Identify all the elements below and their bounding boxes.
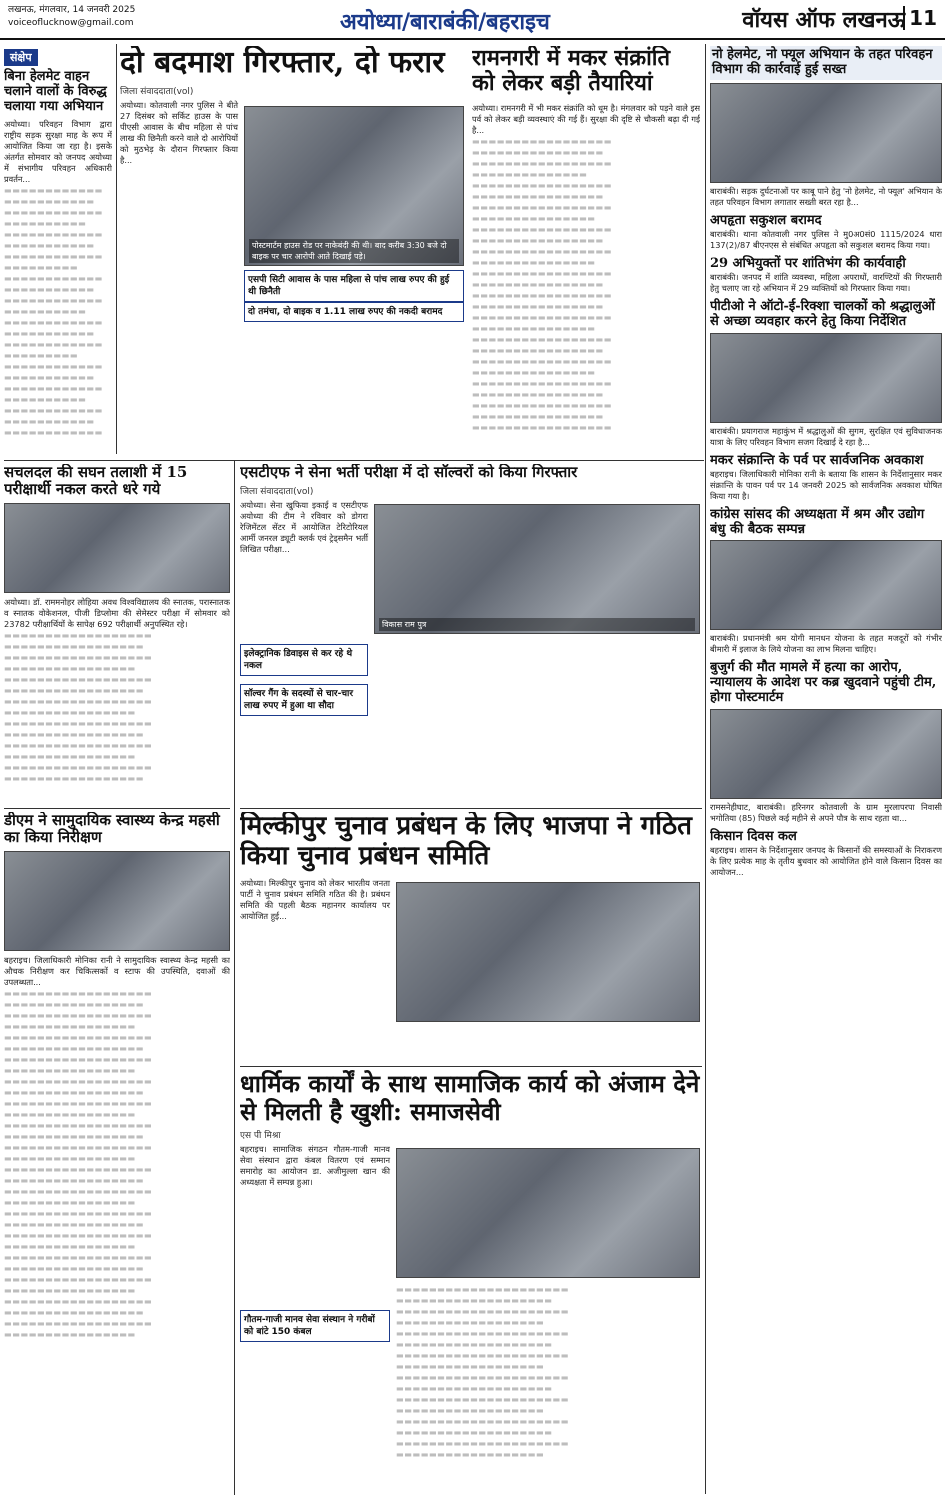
sachaldal-photo bbox=[4, 503, 230, 593]
row-rule bbox=[240, 808, 702, 809]
stf-callout-2 bbox=[240, 684, 368, 716]
date-line: लखनऊ, मंगलवार, 14 जनवरी 2025 bbox=[8, 5, 136, 15]
avkash-lead: बहराइच। जिलाधिकारी मोनिका रानी के बताया कि शासन के निर्देशानुसार मकर संक्रान्ति के पावन पर्व पर 14 जनवरी 2025 को सार्वजनिक अवकाश घोषित किया गया है। bbox=[710, 468, 942, 501]
cmo-lead: बहराइच। जिलाधिकारी मोनिका रानी ने सामुदायिक स्वास्थ्य केन्द्र महसी का औचक निरीक्षण कर चिकित्सकों व स्टाफ की उपस्थिति, दवाओं की उपलब्धता... bbox=[4, 954, 230, 987]
sankshep-lead: अयोध्या। परिवहन विभाग द्वारा राष्ट्रीय सड़क सुरक्षा माह के रूप में आयोजित किया जा रहा है। इसके अंतर्गत सोमवार को जनपद अयोध्या में संभागीय परिवहन अधिकारी प्रवर्तन... bbox=[4, 118, 112, 184]
abhiyukt-headline: 29 अभियुक्तों पर शांतिभंग की कार्यवाही bbox=[710, 255, 906, 271]
body-text-filler: ▬▬▬▬▬▬▬▬▬▬▬▬▬▬▬▬▬▬ ▬▬▬▬▬▬▬▬▬▬▬▬▬▬▬▬▬ ▬▬▬▬▬▬▬▬▬▬▬▬▬▬▬▬▬▬ ▬▬▬▬▬▬▬▬▬▬▬▬▬▬▬▬ ▬▬▬▬▬▬▬▬▬▬▬▬▬▬▬▬▬▬ ▬▬▬▬▬▬▬▬▬▬▬▬▬▬▬▬▬ ▬▬▬▬▬▬▬▬▬▬▬▬▬▬▬▬▬▬ ▬▬▬▬▬▬▬▬▬▬▬▬▬▬▬▬ ▬▬▬▬▬▬▬▬▬▬▬▬▬▬▬▬▬▬ ▬▬▬▬▬▬▬▬▬▬▬▬▬▬▬▬▬ ▬▬▬▬▬▬▬▬▬▬▬▬▬▬▬▬▬▬ ▬▬▬▬▬▬▬▬▬▬▬▬▬▬▬▬ ▬▬▬▬▬▬▬▬▬▬▬▬▬▬▬▬▬▬ ▬▬▬▬▬▬▬▬▬▬▬▬▬▬▬▬▬ bbox=[4, 629, 153, 783]
kidnap-lead: बाराबंकी। थाना कोतवाली नगर पुलिस ने मु0अ0सं0 1115/2024 धारा 137(2)/87 बीएनएस से संबंधित अपहृता को सकुशल बरामद किया गया। bbox=[710, 228, 942, 250]
sachaldal-story bbox=[4, 464, 230, 804]
dharmik-photo bbox=[396, 1148, 700, 1278]
sachaldal-lead: अयोध्या। डॉ. राममनोहर लोहिया अवध विश्वविद्यालय की स्नातक, परास्नातक व स्नातक वोकेशनल, पीजी डिप्लोमा की सेमेस्टर परीक्षा में सोमवार को 23782 परीक्षार्थियों के सापेक्ष 692 परीक्षार्थी अनुपस्थित रहे। bbox=[4, 596, 230, 629]
stf-lead: अयोध्या। सेना खुफिया इकाई व एसटीएफ अयोध्या की टीम ने रविवार को डोगरा रेजिमेंटल सेंटर में आयोजित टेरिटोरियल आर्मी जनरल ड्यूटी क्लर्क एवं ट्रेड्समैन भर्ती लिखित परीक्षा... bbox=[240, 500, 368, 555]
stf-byline: जिला संवाददाता(vol) bbox=[240, 487, 314, 498]
body-text-filler: ▬▬▬▬▬▬▬▬▬▬▬▬▬▬▬▬▬ ▬▬▬▬▬▬▬▬▬▬▬▬▬▬▬▬ ▬▬▬▬▬▬▬▬▬▬▬▬▬▬▬▬▬ ▬▬▬▬▬▬▬▬▬▬▬▬▬▬ ▬▬▬▬▬▬▬▬▬▬▬▬▬▬▬▬▬ ▬▬▬▬▬▬▬▬▬▬▬▬▬▬▬▬ ▬▬▬▬▬▬▬▬▬▬▬▬▬▬▬▬▬ ▬▬▬▬▬▬▬▬▬▬▬▬▬▬▬ ▬▬▬▬▬▬▬▬▬▬▬▬▬▬▬▬▬ ▬▬▬▬▬▬▬▬▬▬▬▬▬▬▬▬ ▬▬▬▬▬▬▬▬▬▬▬▬▬▬▬▬▬ ▬▬▬▬▬▬▬▬▬▬▬▬▬▬▬ ▬▬▬▬▬▬▬▬▬▬▬▬▬▬▬▬▬ ▬▬▬▬▬▬▬▬▬▬▬▬▬▬▬▬ ▬▬▬▬▬▬▬▬▬▬▬▬▬▬▬▬▬ ▬▬▬▬▬▬▬▬▬▬▬▬▬▬▬▬ ▬▬▬▬▬▬▬▬▬▬▬▬▬▬▬▬▬ ▬▬▬▬▬▬▬▬▬▬▬▬▬▬▬ ▬▬▬▬▬▬▬▬▬▬▬▬▬▬▬▬▬ ▬▬▬▬▬▬▬▬▬▬▬▬▬▬▬▬ ▬▬▬▬▬▬▬▬▬▬▬▬▬▬▬▬▬ ▬▬▬▬▬▬▬▬▬▬▬▬▬▬▬ ▬▬▬▬▬▬▬▬▬▬▬▬▬▬▬▬▬ ▬▬▬▬▬▬▬▬▬▬▬▬▬▬▬▬ ▬▬▬▬▬▬▬▬▬▬▬▬▬▬▬▬▬ ▬▬▬▬▬▬▬▬▬▬▬▬▬▬▬▬ ▬▬▬▬▬▬▬▬▬▬▬▬▬▬▬▬▬ bbox=[472, 135, 613, 432]
column-rule bbox=[116, 44, 117, 454]
helmet-headline: नो हेलमेट, नो फ्यूल अभियान के तहत परिवहन विभाग की कार्रवाई हुई सख्त bbox=[710, 46, 942, 80]
congress-photo bbox=[710, 540, 942, 630]
milkipur-photo bbox=[396, 882, 700, 1022]
row-rule bbox=[4, 460, 704, 461]
arrest-callout-1 bbox=[244, 270, 464, 302]
congress-headline: कांग्रेस सांसद की अध्यक्षता में श्रम और उद्योग बंधु की बैठक सम्पन्न bbox=[710, 506, 925, 537]
murder-photo bbox=[710, 709, 942, 799]
stf-callout-1-text: इलेक्ट्रानिक डिवाइस से कर रहे थे नकल bbox=[244, 649, 353, 671]
helmet-photo bbox=[710, 83, 942, 183]
dharmik-callout bbox=[240, 1310, 390, 1342]
makar-lead: अयोध्या। रामनगरी में भी मकर संक्रांति को धूम है। मंगलवार को पड़ने वाले इस पर्व को लेकर बड़ी व्यवस्थाएं की गई हैं। सुरक्षा की दृष्टि से चौकसी बढ़ा दी गई है... bbox=[472, 102, 700, 135]
stf-story bbox=[240, 464, 702, 804]
arrest-callout-2-text: दो तमंचा, दो बाइक व 1.11 लाख रुपए की नकदी बरामद bbox=[248, 307, 443, 317]
pto-photo bbox=[710, 333, 942, 423]
murder-headline: बुजुर्ग की मौत मामले में हत्या का आरोप, न्यायालय के आदेश पर कब्र खुदवाने पहुंची टीम, होगा पोस्टमार्टम bbox=[710, 660, 937, 706]
section-title: अयोध्या/बाराबंकी/बहराइच bbox=[340, 9, 550, 35]
row-rule bbox=[240, 1066, 702, 1067]
dharmik-callout-text: गौतम-गाजी मानव सेवा संस्थान ने गरीबों को बांटे 150 कंबल bbox=[244, 1315, 375, 1337]
kisan-lead: बहराइच। शासन के निर्देशानुसार जनपद के किसानों की समस्याओं के निराकरण के लिए प्रत्येक माह के तृतीय बुधवार को आयोजित होने वाले किसान दिवस का आयोजन... bbox=[710, 845, 942, 878]
pto-lead: बाराबंकी। प्रयागराज महाकुंभ में श्रद्धालुओं की सुगम, सुरक्षित एवं सुविधाजनक यात्रा के लिए परिवहन विभाग सजग दिखाई दे रहा है... bbox=[710, 425, 942, 447]
column-rule bbox=[705, 44, 706, 1494]
congress-lead: बाराबंकी। प्रधानमंत्री श्रम योगी मानधन योजना के तहत मजदूरों को गंभीर बीमारी में इलाज के लिये योजना का लाभ मिलना चाहिए। bbox=[710, 633, 942, 655]
arrest-callout-2 bbox=[244, 302, 464, 322]
kidnap-headline: अपहृता सकुशल बरामद bbox=[710, 212, 822, 228]
sankshep-headline: बिना हेलमेट वाहन चलाने वालों के विरुद्ध चलाया गया अभियान bbox=[4, 69, 107, 114]
cmo-photo bbox=[4, 851, 230, 951]
stf-photo-label: विकास राम पुत्र bbox=[379, 618, 695, 631]
milkipur-story bbox=[240, 812, 702, 1062]
row-rule bbox=[4, 808, 230, 809]
stf-headline: एसटीएफ ने सेना भर्ती परीक्षा में दो सॉल्वरों को किया गिरफ्तार bbox=[240, 464, 578, 481]
paper-name: वॉयस ऑफ लखनऊ bbox=[742, 7, 905, 33]
arrest-photo bbox=[244, 106, 464, 266]
sankshep-tag: संक्षेप bbox=[4, 49, 38, 66]
stf-photo bbox=[374, 504, 700, 634]
sachaldal-headline: सचलदल की सघन तलाशी में 15 परीक्षार्थी नकल करते धरे गये bbox=[4, 464, 188, 499]
body-text-filler: ▬▬▬▬▬▬▬▬▬▬▬▬ ▬▬▬▬▬▬▬▬▬▬▬ ▬▬▬▬▬▬▬▬▬▬▬▬ ▬▬▬▬▬▬▬▬▬▬ ▬▬▬▬▬▬▬▬▬▬▬▬ ▬▬▬▬▬▬▬▬▬▬▬ ▬▬▬▬▬▬▬▬▬▬▬▬ ▬▬▬▬▬▬▬▬▬ ▬▬▬▬▬▬▬▬▬▬▬▬ ▬▬▬▬▬▬▬▬▬▬▬ ▬▬▬▬▬▬▬▬▬▬▬▬ ▬▬▬▬▬▬▬▬▬▬ ▬▬▬▬▬▬▬▬▬▬▬▬ ▬▬▬▬▬▬▬▬▬▬▬ ▬▬▬▬▬▬▬▬▬▬▬▬ ▬▬▬▬▬▬▬▬▬ ▬▬▬▬▬▬▬▬▬▬▬▬ ▬▬▬▬▬▬▬▬▬▬▬ ▬▬▬▬▬▬▬▬▬▬▬▬ ▬▬▬▬▬▬▬▬▬▬ ▬▬▬▬▬▬▬▬▬▬▬▬ ▬▬▬▬▬▬▬▬▬▬▬ ▬▬▬▬▬▬▬▬▬▬▬▬ bbox=[4, 184, 103, 437]
cmo-story bbox=[4, 812, 230, 1496]
page-number: 11 bbox=[903, 6, 937, 30]
dharmik-lead: बहराइच। सामाजिक संगठन गौतम-गाजी मानव सेवा संस्थान द्वारा कंबल वितरण एवं सम्मान समारोह का आयोजन डा. अजीमुल्ला खान की अध्यक्षता में सम्पन्न हुआ। bbox=[240, 1144, 390, 1188]
masthead bbox=[0, 0, 945, 40]
stf-callout-1 bbox=[240, 644, 368, 676]
milkipur-lead: अयोध्या। मिल्कीपुर चुनाव को लेकर भारतीय जनता पार्टी ने चुनाव प्रबंधन समिति गठित की है। प्रबंधन समिति की पहली बैठक महानगर कार्यालय पर आयोजित हुई... bbox=[240, 877, 390, 921]
makar-headline: रामनगरी में मकर संक्रांति को लेकर बड़ी तैयारियां bbox=[472, 46, 671, 97]
arrest-photo-caption: पोस्टमार्टम हाउस रोड पर नाकेबंदी की थी। बाद करीब 3:30 बजे दो बाइक पर चार आरोपी आते दिखाई पड़े। bbox=[249, 239, 459, 263]
dharmik-story bbox=[240, 1070, 702, 1496]
body-text-filler: ▬▬▬▬▬▬▬▬▬▬▬▬▬▬▬▬▬▬ ▬▬▬▬▬▬▬▬▬▬▬▬▬▬▬▬▬ ▬▬▬▬▬▬▬▬▬▬▬▬▬▬▬▬▬▬ ▬▬▬▬▬▬▬▬▬▬▬▬▬▬▬▬ ▬▬▬▬▬▬▬▬▬▬▬▬▬▬▬▬▬▬ ▬▬▬▬▬▬▬▬▬▬▬▬▬▬▬▬▬ ▬▬▬▬▬▬▬▬▬▬▬▬▬▬▬▬▬▬ ▬▬▬▬▬▬▬▬▬▬▬▬▬▬▬▬ ▬▬▬▬▬▬▬▬▬▬▬▬▬▬▬▬▬▬ ▬▬▬▬▬▬▬▬▬▬▬▬▬▬▬▬▬ ▬▬▬▬▬▬▬▬▬▬▬▬▬▬▬▬▬▬ ▬▬▬▬▬▬▬▬▬▬▬▬▬▬▬▬ ▬▬▬▬▬▬▬▬▬▬▬▬▬▬▬▬▬▬ ▬▬▬▬▬▬▬▬▬▬▬▬▬▬▬▬▬ ▬▬▬▬▬▬▬▬▬▬▬▬▬▬▬▬▬▬ ▬▬▬▬▬▬▬▬▬▬▬▬▬▬▬▬ ▬▬▬▬▬▬▬▬▬▬▬▬▬▬▬▬▬▬ ▬▬▬▬▬▬▬▬▬▬▬▬▬▬▬▬▬ ▬▬▬▬▬▬▬▬▬▬▬▬▬▬▬▬▬▬ ▬▬▬▬▬▬▬▬▬▬▬▬▬▬▬▬ ▬▬▬▬▬▬▬▬▬▬▬▬▬▬▬▬▬▬ ▬▬▬▬▬▬▬▬▬▬▬▬▬▬▬▬▬ ▬▬▬▬▬▬▬▬▬▬▬▬▬▬▬▬▬▬ ▬▬▬▬▬▬▬▬▬▬▬▬▬▬▬▬ ▬▬▬▬▬▬▬▬▬▬▬▬▬▬▬▬▬▬ ▬▬▬▬▬▬▬▬▬▬▬▬▬▬▬▬▬ ▬▬▬▬▬▬▬▬▬▬▬▬▬▬▬▬▬▬ ▬▬▬▬▬▬▬▬▬▬▬▬▬▬▬▬ ▬▬▬▬▬▬▬▬▬▬▬▬▬▬▬▬▬▬ ▬▬▬▬▬▬▬▬▬▬▬▬▬▬▬▬▬ ▬▬▬▬▬▬▬▬▬▬▬▬▬▬▬▬▬▬ ▬▬▬▬▬▬▬▬▬▬▬▬▬▬▬▬ bbox=[4, 987, 153, 1339]
avkash-headline: मकर संक्रान्ति के पर्व पर सार्वजनिक अवकाश bbox=[710, 452, 924, 468]
right-column bbox=[710, 46, 942, 1496]
email-line: voiceoflucknow@gmail.com bbox=[8, 18, 134, 28]
stf-callout-2-text: सॉल्वर गैंग के सदस्यों से चार-चार लाख रुपए में हुआ था सौदा bbox=[244, 689, 354, 711]
sankshep-column bbox=[4, 46, 112, 454]
abhiyukt-lead: बाराबंकी। जनपद में शांति व्यवस्था, महिला अपराधों, वारण्टियों की गिरफ्तारी हेतु चलाए जा रहे अभियान में 29 व्यक्तियों को गिरफ्तार किया गया। bbox=[710, 271, 942, 293]
masthead-left bbox=[8, 4, 135, 30]
column-rule bbox=[234, 460, 235, 1495]
arrest-byline: जिला संवाददाता(vol) bbox=[120, 86, 194, 97]
arrest-story bbox=[120, 46, 466, 456]
cmo-headline: डीएम ने सामुदायिक स्वास्थ्य केन्द्र महसी का किया निरीक्षण bbox=[4, 812, 220, 847]
body-text-filler: ▬▬▬▬▬▬▬▬▬▬▬▬▬▬▬▬▬▬▬▬▬ ▬▬▬▬▬▬▬▬▬▬▬▬▬▬▬▬▬▬▬ ▬▬▬▬▬▬▬▬▬▬▬▬▬▬▬▬▬▬▬▬▬ ▬▬▬▬▬▬▬▬▬▬▬▬▬▬▬▬▬▬ ▬▬▬▬▬▬▬▬▬▬▬▬▬▬▬▬▬▬▬▬▬ ▬▬▬▬▬▬▬▬▬▬▬▬▬▬▬▬▬▬▬ ▬▬▬▬▬▬▬▬▬▬▬▬▬▬▬▬▬▬▬▬▬ ▬▬▬▬▬▬▬▬▬▬▬▬▬▬▬▬▬▬ ▬▬▬▬▬▬▬▬▬▬▬▬▬▬▬▬▬▬▬▬▬ ▬▬▬▬▬▬▬▬▬▬▬▬▬▬▬▬▬▬▬ ▬▬▬▬▬▬▬▬▬▬▬▬▬▬▬▬▬▬▬▬▬ ▬▬▬▬▬▬▬▬▬▬▬▬▬▬▬▬▬▬ ▬▬▬▬▬▬▬▬▬▬▬▬▬▬▬▬▬▬▬▬▬ ▬▬▬▬▬▬▬▬▬▬▬▬▬▬▬▬▬▬▬ ▬▬▬▬▬▬▬▬▬▬▬▬▬▬▬▬▬▬▬▬▬ ▬▬▬▬▬▬▬▬▬▬▬▬▬▬▬▬▬▬ bbox=[396, 1284, 569, 1459]
helmet-lead: बाराबंकी। सड़क दुर्घटनाओं पर काबू पाने हेतु 'नो हेलमेट, नो फ्यूल' अभियान के तहत परिवहन विभाग लगातार सख्ती बरत रहा है... bbox=[710, 185, 942, 207]
arrest-headline: दो बदमाश गिरफ्तार, दो फरार bbox=[120, 46, 445, 80]
dharmik-headline: धार्मिक कार्यों के साथ सामाजिक कार्य को अंजाम देने से मिलती है खुशी: समाजसेवी bbox=[240, 1070, 700, 1126]
murder-lead: रामसनेहीघाट, बाराबंकी। हरिनगर कोतवाली के ग्राम मुरलापरपा निवासी भगोतिया (85) पिछले कई महीने से अपने पौत्र के साथ रहता था... bbox=[710, 802, 942, 824]
pto-headline: पीटीओ ने ऑटो-ई-रिक्शा चालकों को श्रद्धालुओं से अच्छा व्यवहार करने हेतु किया निर्देशित bbox=[710, 298, 935, 329]
makar-story bbox=[472, 46, 700, 456]
arrest-callout-1-text: एसपी सिटी आवास के पास महिला से पांच लाख रुपए की हुई थी छिनैती bbox=[248, 275, 450, 297]
milkipur-headline: मिल्कीपुर चुनाव प्रबंधन के लिए भाजपा ने गठित किया चुनाव प्रबंधन समिति bbox=[240, 812, 692, 871]
dharmik-byline: एस पी मिश्रा bbox=[240, 1131, 281, 1142]
kisan-headline: किसान दिवस कल bbox=[710, 829, 797, 845]
arrest-lead: अयोध्या। कोतवाली नगर पुलिस ने बीते 27 दिसंबर को सर्किट हाउस के पास पीएसी आवास के बीच महिला से पांच लाख की छिनैती करने वाले दो आरोपियों को मुठभेड़ के दौरान गिरफ्तार किया है... bbox=[120, 99, 238, 165]
